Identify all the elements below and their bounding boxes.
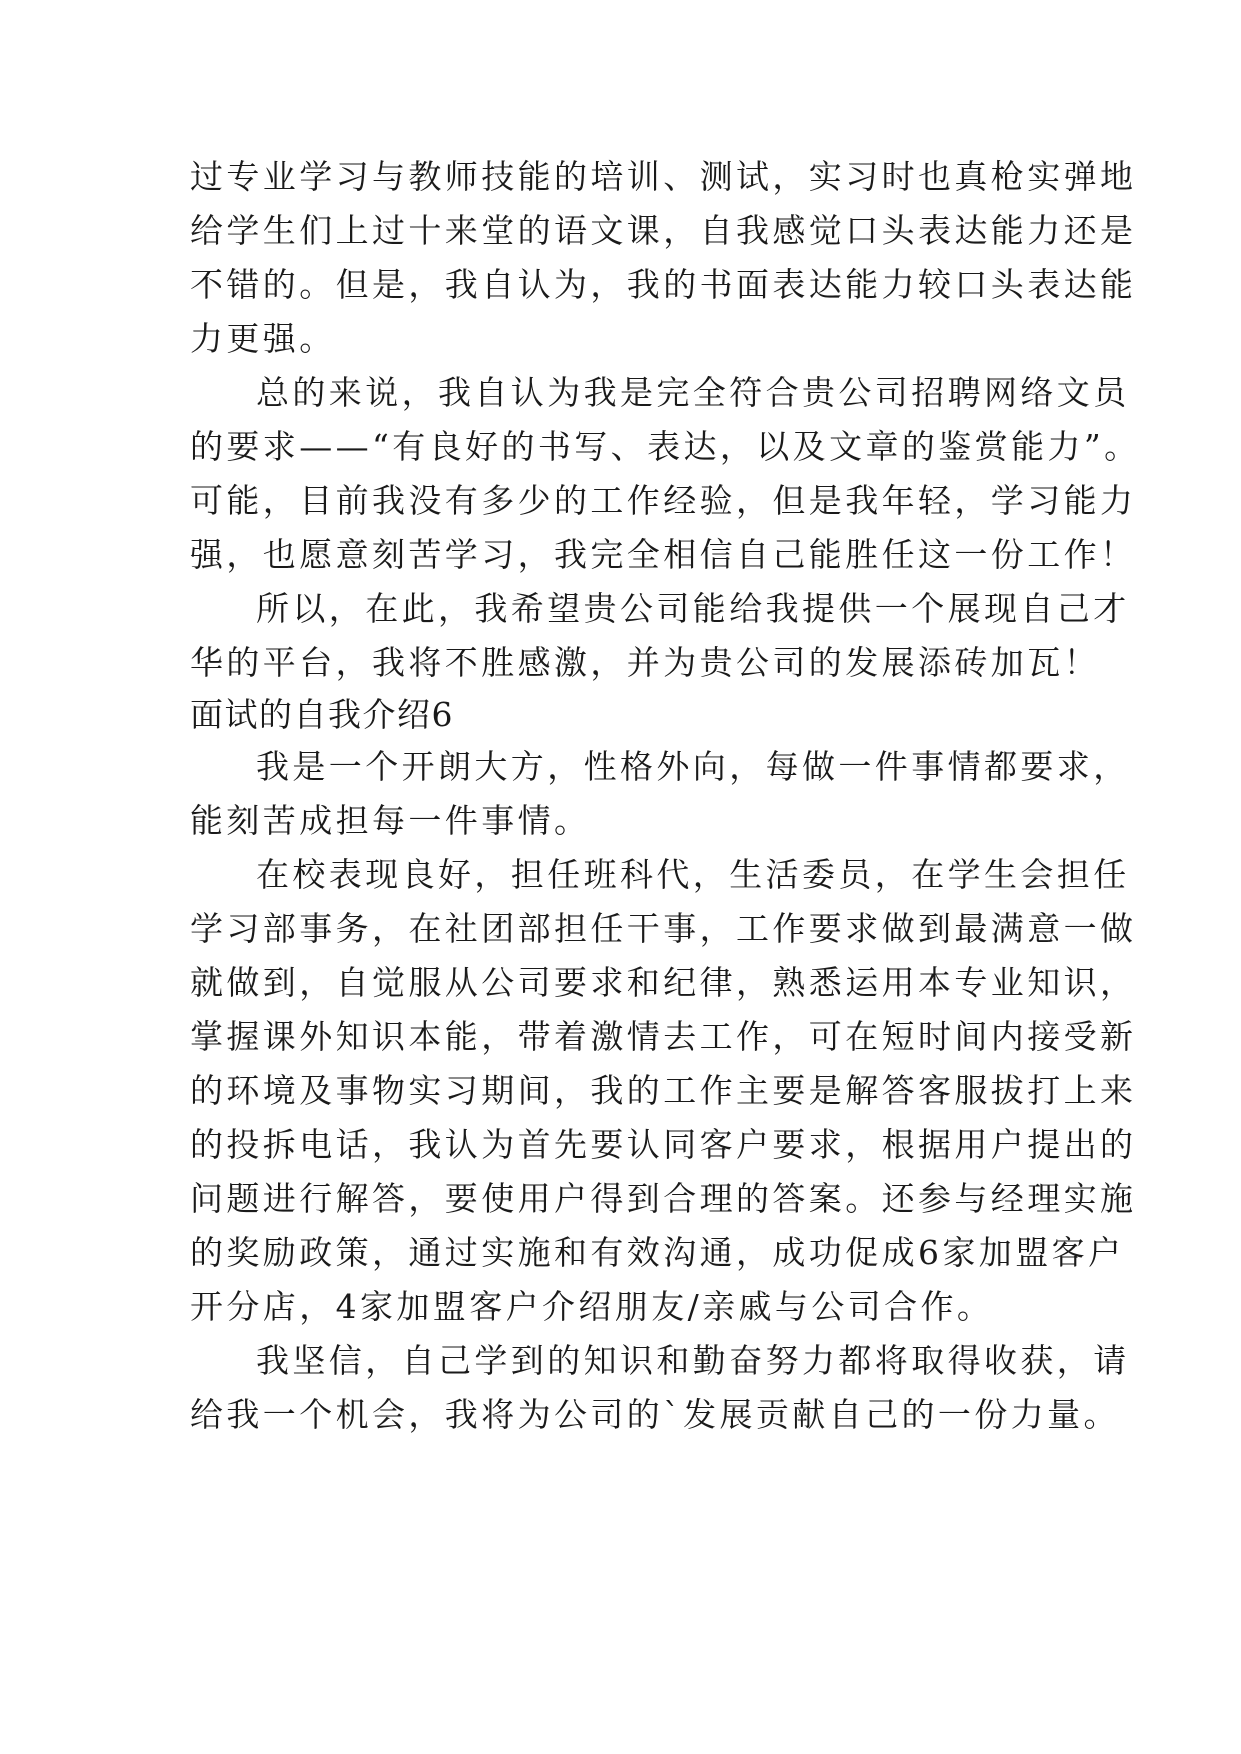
text-line: 问题进行解答，要使用户得到合理的答案。还参与经理实施: [190, 1179, 1137, 1218]
text-line: 的奖励政策，通过实施和有效沟通，成功促成6家加盟客户: [190, 1233, 1125, 1272]
text-line: 的要求——“有良好的书写、表达，以及文章的鉴赏能力”。: [190, 427, 1141, 466]
text-line: 开分店，4家加盟客户介绍朋友/亲戚与公司合作。: [190, 1287, 994, 1326]
text-line: 给我一个机会，我将为公司的`发展贡献自己的一份力量。: [190, 1395, 1120, 1434]
paragraph-first-line: 总的来说，我自认为我是完全符合贵公司招聘网络文员: [256, 373, 1130, 412]
text-line: 的投拆电话，我认为首先要认同客户要求，根据用户提出的: [190, 1125, 1137, 1164]
text-line: 掌握课外知识本能，带着激情去工作，可在短时间内接受新: [190, 1017, 1137, 1056]
text-line: 能刻苦成担每一件事情。: [190, 801, 591, 840]
paragraph-first-line: 在校表现良好，担任班科代，生活委员，在学生会担任: [256, 855, 1130, 894]
text-line: 的环境及事物实习期间，我的工作主要是解答客服拔打上来: [190, 1071, 1137, 1110]
text-line: 就做到，自觉服从公司要求和纪律，熟悉运用本专业知识，: [190, 963, 1137, 1002]
text-line: 学习部事务，在社团部担任干事，工作要求做到最满意一做: [190, 909, 1137, 948]
paragraph-first-line: 我坚信，自己学到的知识和勤奋努力都将取得收获，请: [256, 1341, 1130, 1380]
paragraph-first-line: 我是一个开朗大方，性格外向，每做一件事情都要求，: [256, 747, 1130, 786]
text-line: 可能，目前我没有多少的工作经验，但是我年轻，学习能力: [190, 481, 1137, 520]
text-line: 给学生们上过十来堂的语文课，自我感觉口头表达能力还是: [190, 211, 1137, 250]
text-line: 不错的。但是，我自认为，我的书面表达能力较口头表达能: [190, 265, 1137, 304]
text-line: 过专业学习与教师技能的培训、测试，实习时也真枪实弹地: [190, 157, 1137, 196]
text-line: 强，也愿意刻苦学习，我完全相信自己能胜任这一份工作！: [190, 535, 1137, 574]
section-heading: 面试的自我介绍6: [190, 695, 454, 734]
text-line: 力更强。: [190, 319, 336, 358]
text-line: 华的平台，我将不胜感激，并为贵公司的发展添砖加瓦！: [190, 643, 1100, 682]
paragraph-first-line: 所以，在此，我希望贵公司能给我提供一个展现自己才: [256, 589, 1130, 628]
